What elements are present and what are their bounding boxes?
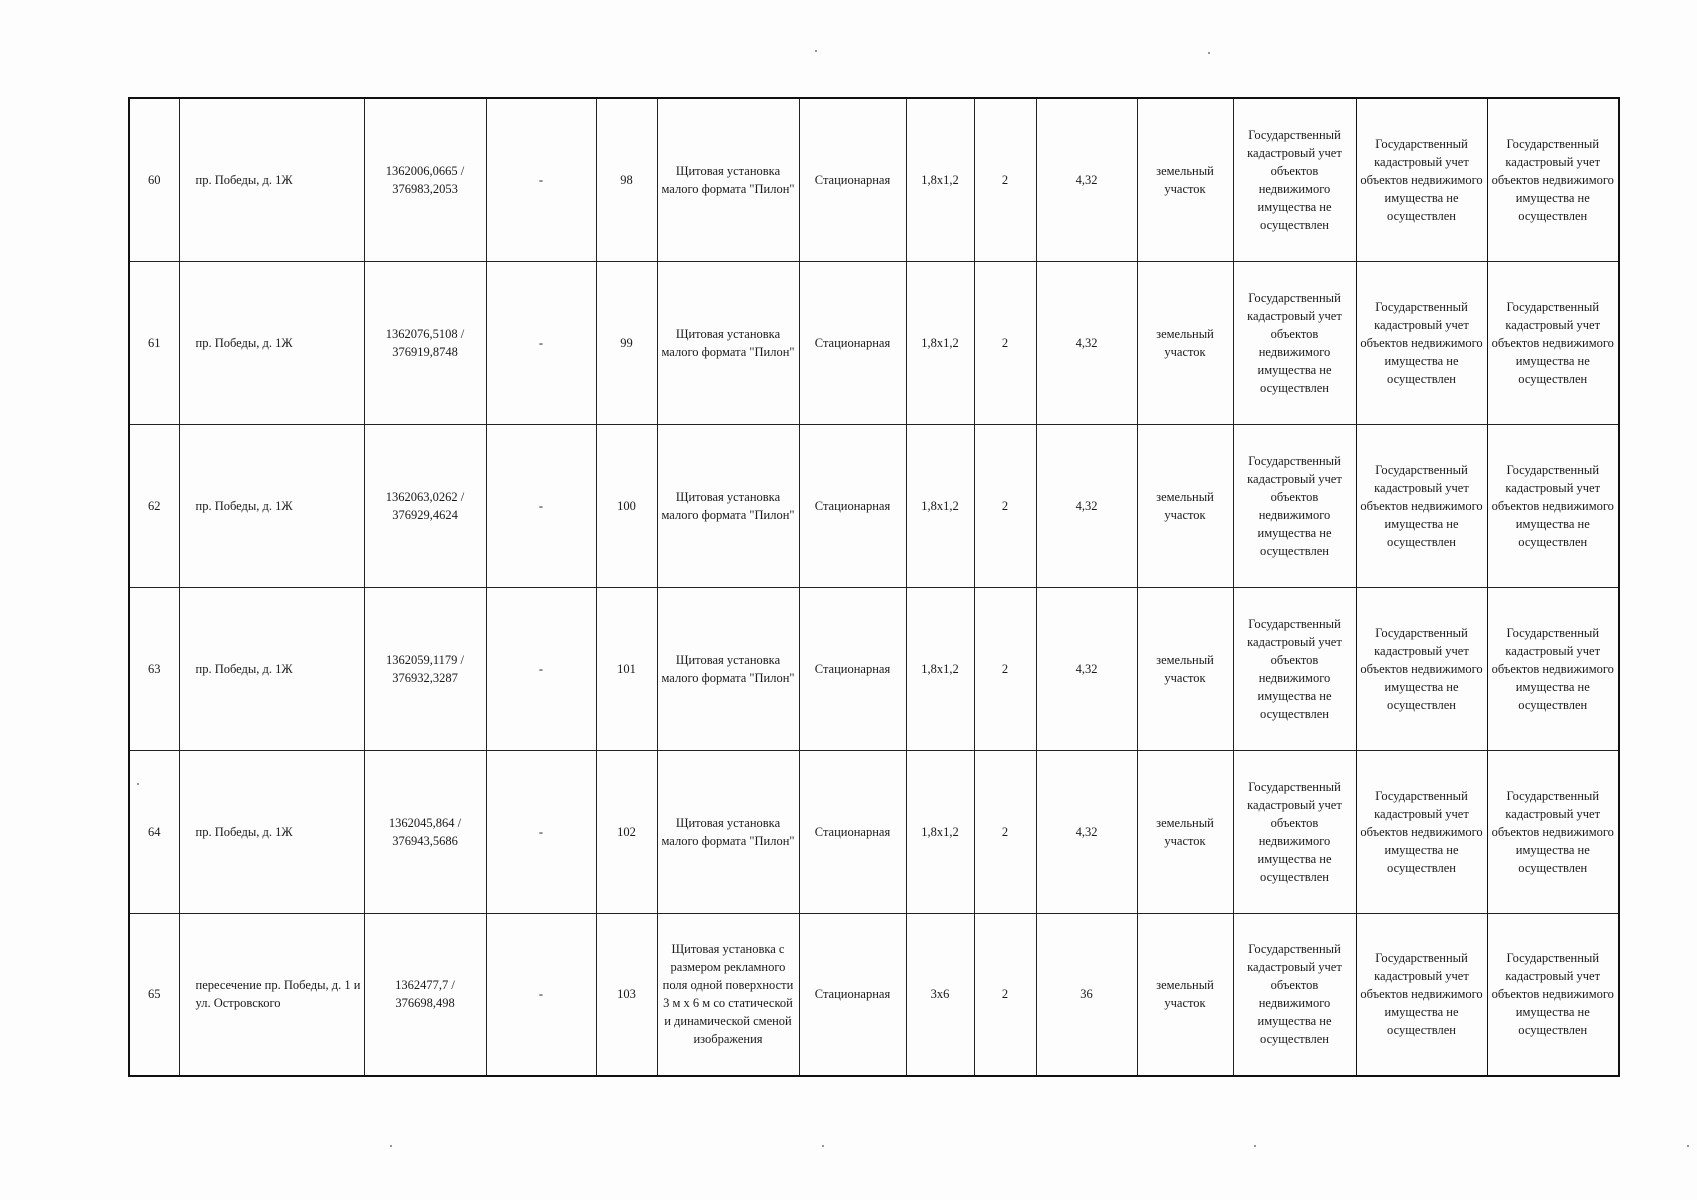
mount-type-cell: Стационарная — [799, 424, 906, 587]
construction-type-cell: Щитовая установка малого формата "Пилон" — [657, 98, 799, 261]
scan-speck — [822, 1145, 824, 1147]
scan-speck — [1687, 1145, 1689, 1147]
table-row — [129, 424, 1619, 587]
construction-type-cell: Щитовая установка малого формата "Пилон" — [657, 261, 799, 424]
area-cell: 4,32 — [1036, 750, 1137, 913]
mount-type-cell: Стационарная — [799, 750, 906, 913]
area-cell: 4,32 — [1036, 587, 1137, 750]
coordinates-cell — [364, 261, 486, 424]
scan-speck — [390, 1145, 392, 1147]
scheme-number-cell: 99 — [596, 261, 657, 424]
address-cell: пр. Победы, д. 1Ж — [179, 261, 364, 424]
field-size-cell: 1,8x1,2 — [906, 261, 974, 424]
dash-cell: - — [486, 98, 596, 261]
advertising-structures-table — [128, 97, 1620, 1077]
sides-count-cell: 2 — [974, 261, 1036, 424]
coordinates-y: 376932,3287 — [392, 670, 458, 685]
land-cell: земельный участок — [1137, 98, 1233, 261]
cadastral-status-cell: Государственный кадастровый учет объектов недвижимого имущества не осуществлен — [1356, 750, 1487, 913]
scheme-number-cell: 98 — [596, 98, 657, 261]
row-number: 61 — [129, 261, 179, 424]
cadastral-status-cell: Государственный кадастровый учет объектов недвижимого имущества не осуществлен — [1487, 913, 1619, 1076]
cadastral-status-cell: Государственный кадастровый учет объектов недвижимого имущества не осуществлен — [1233, 587, 1356, 750]
scheme-number-cell: 102 — [596, 750, 657, 913]
sides-count-cell: 2 — [974, 424, 1036, 587]
coordinates-x: 1362063,0262 / — [385, 489, 465, 504]
land-cell: земельный участок — [1137, 750, 1233, 913]
coordinates-cell — [364, 424, 486, 587]
construction-type-cell: Щитовая установка малого формата "Пилон" — [657, 587, 799, 750]
coordinates-x: 1362006,0665 / — [385, 163, 465, 178]
coordinates-x: 1362076,5108 / — [385, 326, 465, 341]
cadastral-status-cell: Государственный кадастровый учет объектов недвижимого имущества не осуществлен — [1233, 913, 1356, 1076]
construction-type-cell: Щитовая установка малого формата "Пилон" — [657, 424, 799, 587]
cadastral-status-cell: Государственный кадастровый учет объектов недвижимого имущества не осуществлен — [1487, 424, 1619, 587]
table-row — [129, 750, 1619, 913]
row-number: 65 — [129, 913, 179, 1076]
cadastral-status-cell: Государственный кадастровый учет объектов недвижимого имущества не осуществлен — [1233, 261, 1356, 424]
field-size-cell: 3x6 — [906, 913, 974, 1076]
table-row — [129, 261, 1619, 424]
mount-type-cell: Стационарная — [799, 913, 906, 1076]
coordinates-y: 376929,4624 — [392, 507, 458, 522]
dash-cell: - — [486, 261, 596, 424]
mount-type-cell: Стационарная — [799, 261, 906, 424]
construction-type-cell: Щитовая установка малого формата "Пилон" — [657, 750, 799, 913]
cadastral-status-cell: Государственный кадастровый учет объектов недвижимого имущества не осуществлен — [1487, 587, 1619, 750]
sides-count-cell: 2 — [974, 913, 1036, 1076]
dash-cell: - — [486, 424, 596, 587]
scan-speck — [1208, 52, 1210, 54]
coordinates-cell — [364, 587, 486, 750]
address-cell: пр. Победы, д. 1Ж — [179, 750, 364, 913]
scheme-number-cell: 103 — [596, 913, 657, 1076]
cadastral-status-cell: Государственный кадастровый учет объектов недвижимого имущества не осуществлен — [1356, 261, 1487, 424]
address-cell: пр. Победы, д. 1Ж — [179, 424, 364, 587]
cadastral-status-cell: Государственный кадастровый учет объектов недвижимого имущества не осуществлен — [1233, 424, 1356, 587]
cadastral-status-cell: Государственный кадастровый учет объектов недвижимого имущества не осуществлен — [1487, 98, 1619, 261]
coordinates-x: 1362059,1179 / — [385, 652, 464, 667]
coordinates-y: 376919,8748 — [392, 344, 458, 359]
area-cell: 4,32 — [1036, 424, 1137, 587]
dash-cell: - — [486, 750, 596, 913]
coordinates-y: 376943,5686 — [392, 833, 458, 848]
sides-count-cell: 2 — [974, 587, 1036, 750]
coordinates-y: 376698,498 — [395, 996, 455, 1011]
cadastral-status-cell: Государственный кадастровый учет объектов недвижимого имущества не осуществлен — [1487, 750, 1619, 913]
land-cell: земельный участок — [1137, 424, 1233, 587]
construction-type-cell: Щитовая установка с размером рекламного поля одной поверхности 3 м х 6 м со статической и динамической сменой изображения — [657, 913, 799, 1076]
mount-type-cell: Стационарная — [799, 98, 906, 261]
row-number: 63 — [129, 587, 179, 750]
scan-speck — [815, 50, 817, 52]
row-number: 60 — [129, 98, 179, 261]
table-row — [129, 913, 1619, 1076]
scheme-number-cell: 101 — [596, 587, 657, 750]
coordinates-y: 376983,2053 — [392, 181, 458, 196]
cadastral-status-cell: Государственный кадастровый учет объектов недвижимого имущества не осуществлен — [1487, 261, 1619, 424]
dash-cell: - — [486, 587, 596, 750]
table-body — [129, 98, 1619, 1076]
coordinates-x: 1362045,864 / — [388, 815, 462, 830]
land-cell: земельный участок — [1137, 587, 1233, 750]
row-number: 64 — [129, 750, 179, 913]
cadastral-status-cell: Государственный кадастровый учет объектов недвижимого имущества не осуществлен — [1356, 424, 1487, 587]
scheme-number-cell: 100 — [596, 424, 657, 587]
area-cell: 36 — [1036, 913, 1137, 1076]
table-row — [129, 587, 1619, 750]
cadastral-status-cell: Государственный кадастровый учет объектов недвижимого имущества не осуществлен — [1233, 98, 1356, 261]
scan-speck — [137, 783, 139, 785]
scan-speck — [1254, 1145, 1256, 1147]
field-size-cell: 1,8x1,2 — [906, 750, 974, 913]
dash-cell: - — [486, 913, 596, 1076]
area-cell: 4,32 — [1036, 261, 1137, 424]
row-number: 62 — [129, 424, 179, 587]
mount-type-cell: Стационарная — [799, 587, 906, 750]
field-size-cell: 1,8x1,2 — [906, 424, 974, 587]
land-cell: земельный участок — [1137, 913, 1233, 1076]
sides-count-cell: 2 — [974, 750, 1036, 913]
address-cell: пр. Победы, д. 1Ж — [179, 587, 364, 750]
area-cell: 4,32 — [1036, 98, 1137, 261]
field-size-cell: 1,8x1,2 — [906, 587, 974, 750]
cadastral-status-cell: Государственный кадастровый учет объектов недвижимого имущества не осуществлен — [1233, 750, 1356, 913]
cadastral-status-cell: Государственный кадастровый учет объектов недвижимого имущества не осуществлен — [1356, 913, 1487, 1076]
coordinates-cell — [364, 98, 486, 261]
coordinates-cell — [364, 750, 486, 913]
sides-count-cell: 2 — [974, 98, 1036, 261]
coordinates-cell — [364, 913, 486, 1076]
coordinates-x: 1362477,7 / — [395, 978, 455, 993]
cadastral-status-cell: Государственный кадастровый учет объектов недвижимого имущества не осуществлен — [1356, 587, 1487, 750]
address-cell: пр. Победы, д. 1Ж — [179, 98, 364, 261]
field-size-cell: 1,8x1,2 — [906, 98, 974, 261]
address-cell: пересечение пр. Победы, д. 1 и ул. Островского — [179, 913, 364, 1076]
cadastral-status-cell: Государственный кадастровый учет объектов недвижимого имущества не осуществлен — [1356, 98, 1487, 261]
table-row — [129, 98, 1619, 261]
land-cell: земельный участок — [1137, 261, 1233, 424]
